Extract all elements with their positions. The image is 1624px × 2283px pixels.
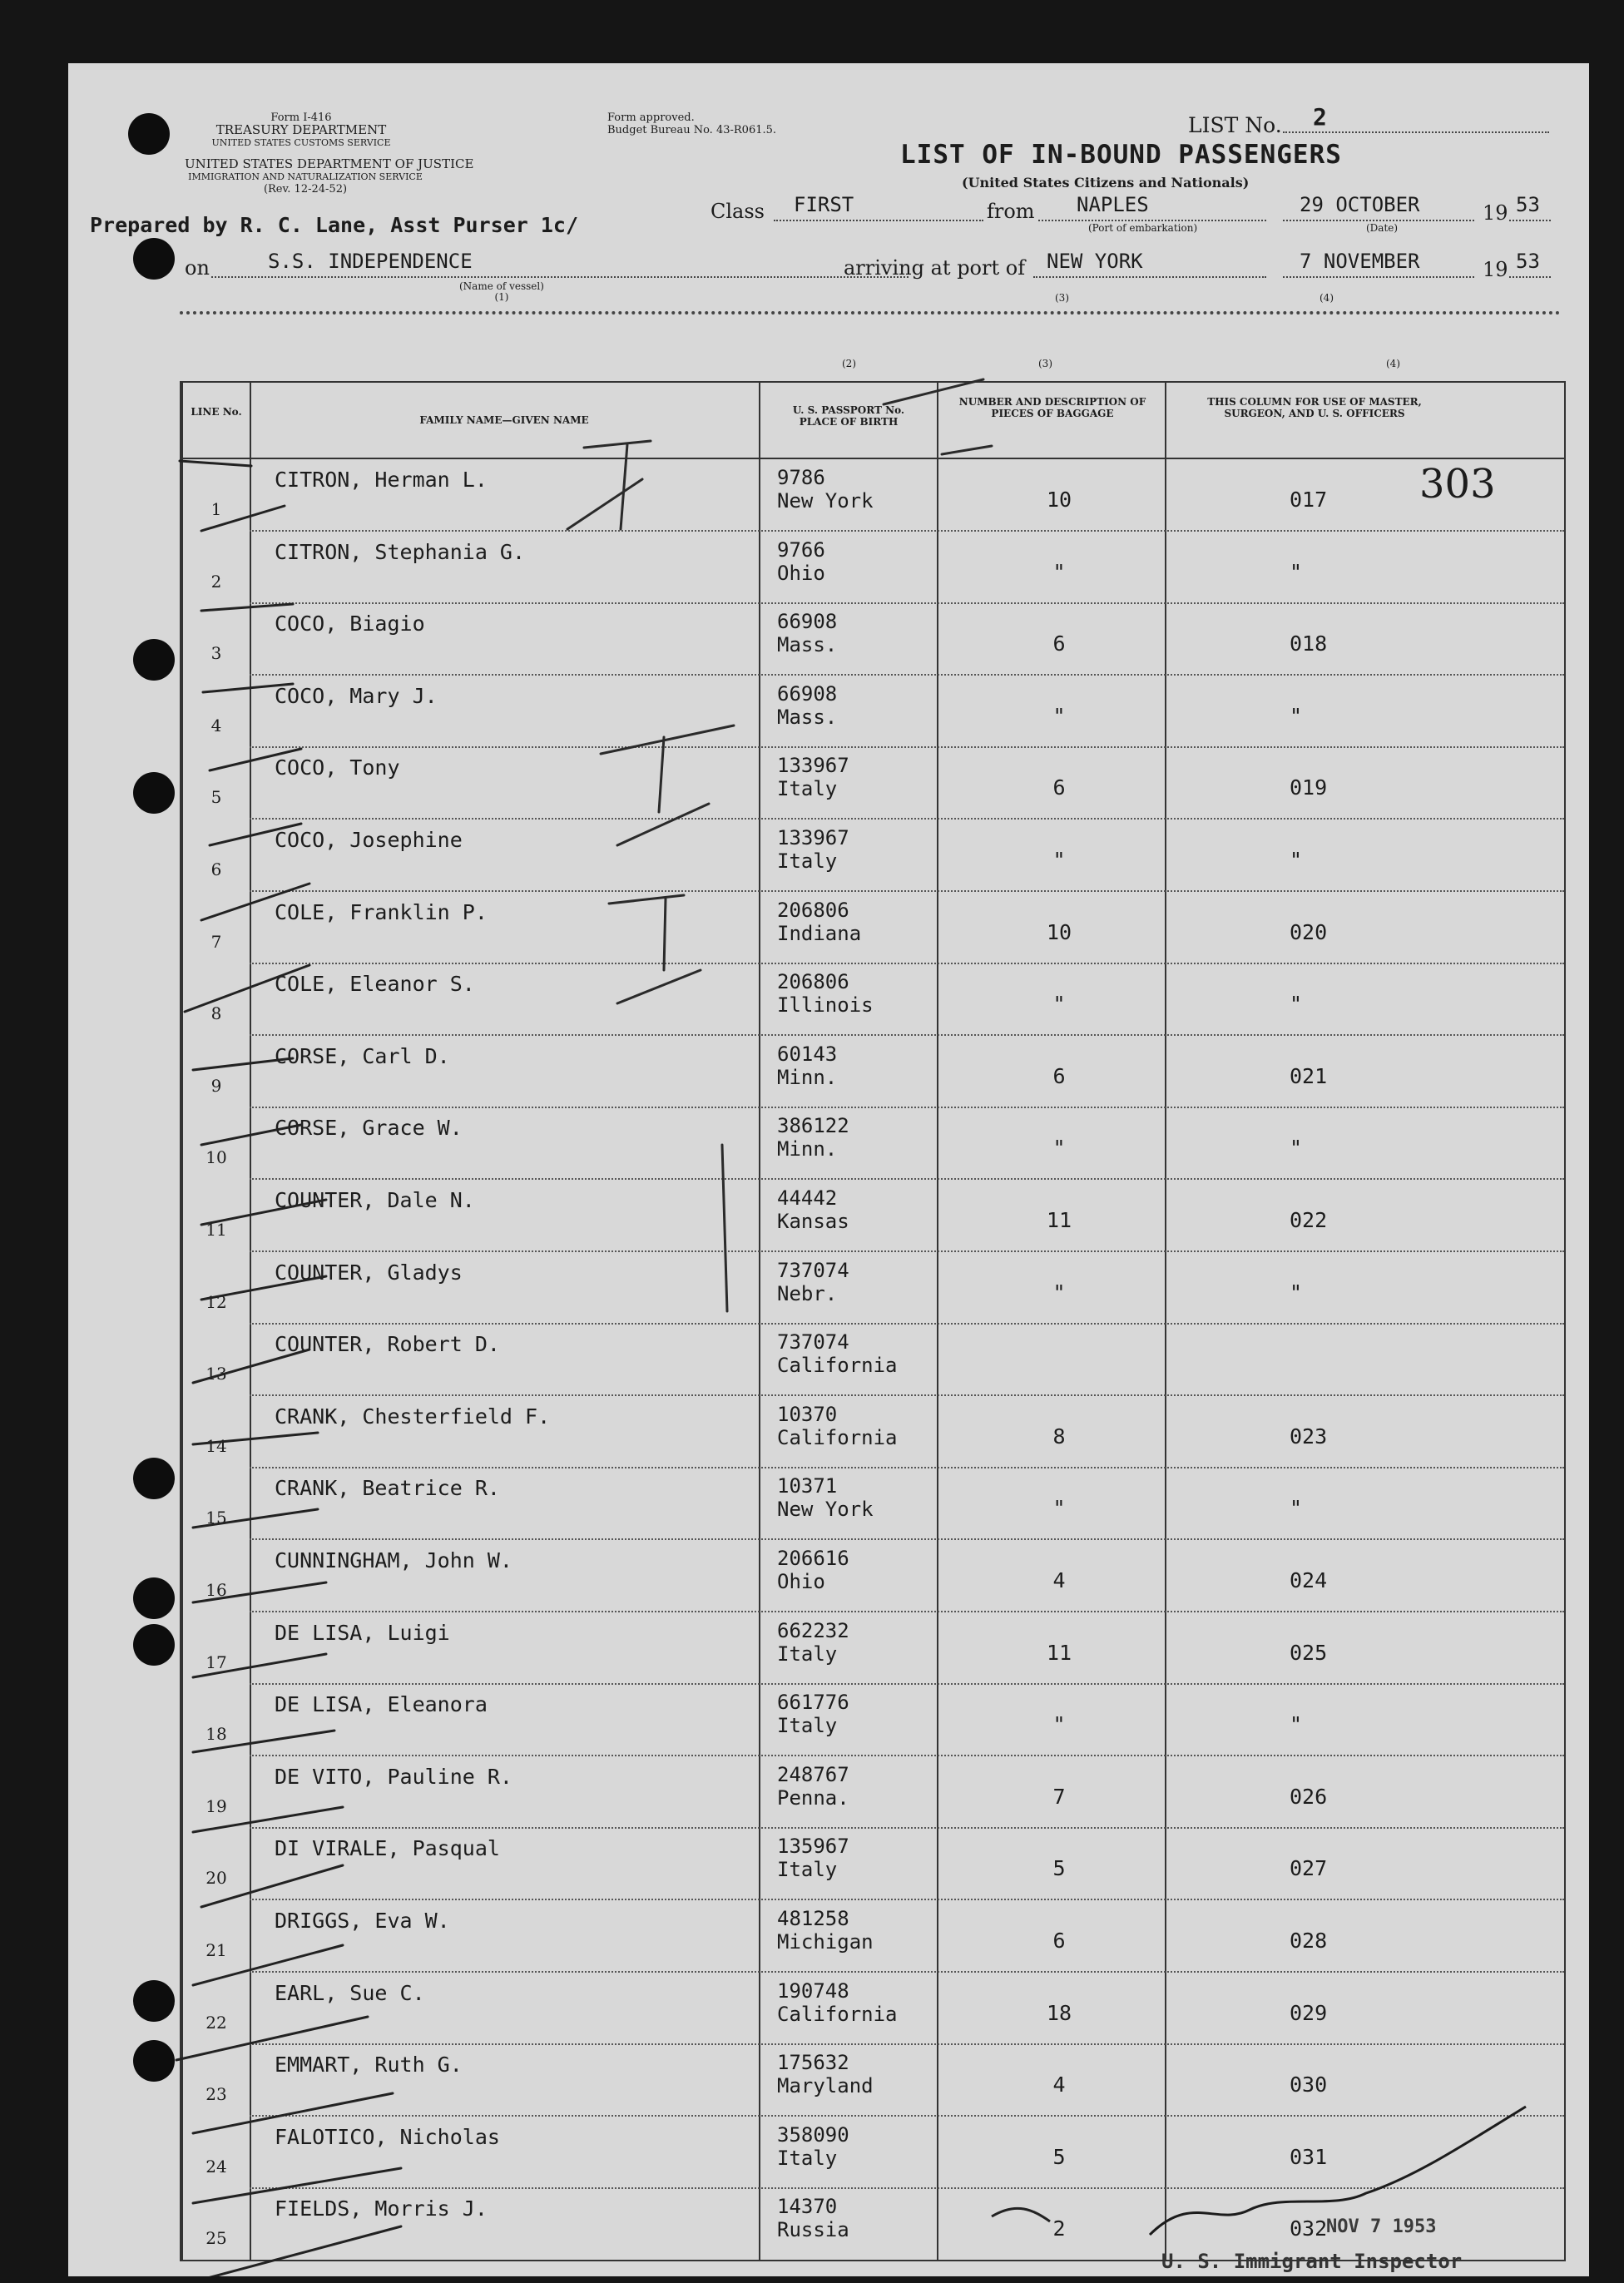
place-of-birth: Mass.	[777, 705, 838, 729]
passport-number: 133967	[777, 754, 849, 778]
place-of-birth: California	[777, 2002, 898, 2026]
baggage-count: 6	[1052, 1063, 1066, 1088]
inspector-stamp-date: NOV 7 1953	[1326, 2216, 1437, 2237]
officer-code: "	[1290, 1280, 1303, 1305]
line-number: 2	[210, 571, 222, 592]
passport-number: 190748	[777, 1978, 849, 2003]
form-number: Form I-416	[270, 111, 332, 124]
line-number: 16	[205, 1580, 227, 1600]
date-col-num: (4)	[1320, 292, 1334, 304]
line-number: 24	[205, 2156, 227, 2177]
officer-code: 019	[1290, 775, 1328, 800]
on-label: on	[185, 256, 210, 280]
line-number: 1	[210, 499, 222, 519]
col-num-4: (4)	[1386, 358, 1400, 369]
passport-number: 248767	[777, 1762, 849, 1786]
officer-code: 028	[1290, 1929, 1328, 1953]
place-of-birth: Ohio	[777, 1570, 825, 1593]
form-revision: (Rev. 12-24-52)	[263, 183, 348, 196]
officer-code: 030	[1290, 2073, 1328, 2097]
baggage-count: 5	[1052, 2144, 1066, 2169]
place-of-birth: Kansas	[777, 1210, 849, 1233]
baggage-count: 4	[1052, 1568, 1066, 1592]
passenger-name: COCO, Biagio	[275, 612, 425, 636]
pencil-check	[567, 441, 651, 529]
baggage-count: 11	[1046, 1208, 1072, 1232]
baggage-count: 6	[1052, 1929, 1066, 1953]
place-of-birth: Illinois	[777, 993, 874, 1018]
line-number: 11	[205, 1220, 227, 1240]
place-of-birth: Maryland	[777, 2074, 874, 2098]
form-approved: Form approved.	[607, 111, 695, 124]
from-label: from	[987, 200, 1035, 223]
passport-number: 9766	[777, 537, 825, 562]
prepared-by: Prepared by R. C. Lane, Asst Purser 1c/	[90, 213, 578, 237]
list-number-label: LIST No.	[1188, 113, 1282, 137]
baggage-count: "	[1052, 559, 1066, 584]
officer-code: 018	[1290, 631, 1328, 656]
passport-number: 206616	[777, 1547, 849, 1570]
line-number: 3	[210, 643, 222, 664]
passport-number: 175632	[777, 2051, 849, 2075]
passenger-name: CRANK, Chesterfield F.	[275, 1404, 551, 1429]
line-number: 20	[205, 1868, 227, 1889]
arriving-label: arriving at port of	[844, 256, 1026, 280]
officer-code: 023	[1290, 1424, 1328, 1449]
officer-code: 031	[1290, 2144, 1328, 2169]
line-number: 17	[205, 1652, 227, 1672]
arrival-year: 53	[1516, 250, 1540, 273]
class-label: Class	[710, 200, 765, 223]
embarkation-port: NAPLES	[1077, 193, 1149, 216]
place-of-birth: Italy	[777, 2146, 838, 2170]
line-number: 19	[205, 1795, 227, 1816]
officer-code: "	[1290, 1136, 1303, 1161]
departure-date: 29 OCTOBER	[1300, 193, 1420, 216]
baggage-count: "	[1052, 848, 1066, 872]
officer-code: 032	[1290, 2216, 1328, 2241]
baggage-count: "	[1052, 1136, 1066, 1161]
officer-code: 026	[1290, 1784, 1328, 1809]
passenger-name: CUNNINGHAM, John W.	[275, 1548, 512, 1572]
passenger-name: DE VITO, Pauline R.	[275, 1764, 512, 1789]
place-of-birth: Italy	[777, 1858, 838, 1882]
passport-number: 206806	[777, 970, 849, 994]
passport-number: 10371	[777, 1474, 838, 1498]
class-value: FIRST	[794, 193, 854, 216]
officer-code: 025	[1290, 1640, 1328, 1665]
passport-number: 66908	[777, 610, 838, 634]
passport-number: 737074	[777, 1330, 849, 1354]
passport-number: 44442	[777, 1186, 838, 1210]
passenger-name: FALOTICO, Nicholas	[275, 2124, 500, 2149]
line-number: 10	[205, 1147, 227, 1168]
place-of-birth: Russia	[777, 2218, 849, 2242]
officer-code: "	[1290, 559, 1303, 584]
col-header-name: FAMILY NAME—GIVEN NAME	[419, 414, 589, 426]
col-header-officers: THIS COLUMN FOR USE OF MASTER, SURGEON, AND U. S. OFFICERS	[1207, 396, 1422, 419]
passenger-name: COLE, Eleanor S.	[275, 972, 475, 997]
inspector-stamp: U. S. Immigrant Inspector	[1161, 2250, 1463, 2273]
handwritten-time	[992, 2208, 1050, 2221]
baggage-count: 5	[1052, 1856, 1066, 1881]
ins-service: IMMIGRATION AND NATURALIZATION SERVICE	[188, 171, 423, 182]
passenger-name: DI VIRALE, Pasqual	[275, 1836, 500, 1861]
officer-code: 017	[1290, 488, 1328, 512]
passenger-name: CITRON, Stephania G.	[275, 539, 526, 564]
place-of-birth: Indiana	[777, 921, 862, 945]
officer-code: "	[1290, 1496, 1303, 1521]
line-number: 6	[210, 859, 222, 879]
passenger-name: COCO, Mary J.	[275, 683, 438, 708]
passport-number: 358090	[777, 2122, 849, 2147]
passport-number: 386122	[777, 1114, 849, 1138]
pencil-annotations	[68, 63, 1589, 2276]
passenger-name: DE LISA, Eleanora	[275, 1692, 488, 1717]
passport-number: 661776	[777, 1691, 849, 1715]
line-number: 12	[205, 1291, 227, 1312]
line-number: 15	[205, 1508, 227, 1528]
vessel-col-num: (1)	[494, 291, 509, 303]
place-of-birth: Italy	[777, 1642, 838, 1666]
baggage-count: "	[1052, 1280, 1066, 1305]
passenger-name: DE LISA, Luigi	[275, 1620, 450, 1645]
budget-bureau: Budget Bureau No. 43-R061.5.	[607, 124, 777, 136]
passport-number: 481258	[777, 1907, 849, 1930]
col-header-passport: U. S. PASSPORT No. PLACE OF BIRTH	[792, 404, 905, 428]
officer-code: "	[1290, 992, 1303, 1017]
passport-number: 9786	[777, 466, 825, 489]
baggage-count: "	[1052, 1496, 1066, 1521]
pencil-check	[601, 726, 734, 845]
place-of-birth: New York	[777, 1498, 874, 1522]
customs-service: UNITED STATES CUSTOMS SERVICE	[211, 137, 391, 148]
place-of-birth: Penna.	[777, 1785, 849, 1810]
vessel-caption-text: (Name of vessel)	[459, 280, 544, 292]
passenger-manifest-page	[68, 63, 1589, 2276]
place-of-birth: Minn.	[777, 1065, 838, 1089]
passenger-name: DRIGGS, Eva W.	[275, 1909, 450, 1933]
place-of-birth: New York	[777, 489, 874, 513]
place-of-birth: Ohio	[777, 561, 825, 585]
passenger-name: CITRON, Herman L.	[275, 468, 488, 492]
arrival-port: NEW YORK	[1047, 250, 1143, 273]
baggage-count: "	[1052, 992, 1066, 1017]
officer-code: 029	[1290, 2000, 1328, 2025]
baggage-count: 8	[1052, 1424, 1066, 1449]
place-of-birth: Italy	[777, 777, 838, 801]
page-subtitle: (United States Citizens and Nationals)	[962, 175, 1250, 191]
port-col-num: (3)	[1055, 292, 1069, 304]
place-of-birth: Minn.	[777, 1137, 838, 1161]
place-of-birth: Mass.	[777, 633, 838, 657]
passport-number: 60143	[777, 1042, 838, 1066]
date-caption: (Date)	[1366, 222, 1399, 234]
pencil-vertical-line	[722, 1145, 727, 1311]
pencil-check	[609, 895, 701, 1003]
list-number: 2	[1313, 103, 1327, 131]
line-number: 21	[205, 1940, 227, 1960]
arrival-year-prefix: 19	[1483, 258, 1508, 281]
passport-number: 14370	[777, 2195, 838, 2219]
officer-code: 021	[1290, 1063, 1328, 1088]
officer-code: 024	[1290, 1568, 1328, 1592]
passenger-name: EARL, Sue C.	[275, 1980, 425, 2005]
line-number: 9	[210, 1075, 222, 1096]
officer-code: 020	[1290, 919, 1328, 944]
line-number: 14	[205, 1435, 227, 1456]
passport-number: 66908	[777, 681, 838, 706]
baggage-count: 10	[1046, 919, 1072, 944]
passport-number: 662232	[777, 1618, 849, 1642]
line-number: 5	[210, 787, 222, 808]
officer-code: 022	[1290, 1208, 1328, 1232]
justice-dept: UNITED STATES DEPARTMENT OF JUSTICE	[185, 156, 474, 171]
place-of-birth: Italy	[777, 1714, 838, 1738]
col-header-baggage: NUMBER AND DESCRIPTION OF PIECES OF BAGGAGE	[958, 396, 1146, 419]
page-title: LIST OF IN-BOUND PASSENGERS	[900, 140, 1342, 170]
baggage-count: 7	[1052, 1784, 1066, 1809]
passenger-name: COUNTER, Gladys	[275, 1260, 463, 1285]
passenger-name: COUNTER, Dale N.	[275, 1188, 475, 1212]
pencil-tick	[884, 379, 992, 454]
passport-number: 10370	[777, 1402, 838, 1426]
officer-code: "	[1290, 848, 1303, 872]
baggage-count: 2	[1052, 2216, 1066, 2241]
inspector-signature	[1150, 2107, 1526, 2235]
passenger-name: CRANK, Beatrice R.	[275, 1476, 500, 1501]
departure-year: 53	[1516, 193, 1540, 216]
place-of-birth: Nebr.	[777, 1281, 838, 1305]
passenger-name: CORSE, Carl D.	[275, 1043, 450, 1068]
line-number: 22	[205, 2012, 227, 2033]
vessel-name: S.S. INDEPENDENCE	[268, 250, 473, 273]
place-of-birth: Italy	[777, 849, 838, 873]
embarkation-caption: (Port of embarkation)	[1088, 222, 1198, 234]
passenger-name: COUNTER, Robert D.	[275, 1332, 500, 1357]
line-number: 23	[205, 2084, 227, 2105]
baggage-count: 10	[1046, 488, 1072, 512]
officer-code: "	[1290, 1712, 1303, 1737]
place-of-birth: California	[777, 1354, 898, 1378]
baggage-count: 11	[1046, 1640, 1072, 1665]
line-number: 13	[205, 1364, 227, 1384]
baggage-count: 18	[1046, 2000, 1072, 2025]
passport-number: 135967	[777, 1835, 849, 1859]
line-number: 25	[205, 2228, 227, 2249]
col-num-2: (2)	[842, 358, 856, 369]
passenger-name: COCO, Tony	[275, 755, 400, 780]
passport-number: 737074	[777, 1258, 849, 1282]
baggage-count: 6	[1052, 775, 1066, 800]
arrival-date: 7 NOVEMBER	[1300, 250, 1420, 273]
baggage-count: 6	[1052, 631, 1066, 656]
passport-number: 206806	[777, 898, 849, 922]
passenger-name: FIELDS, Morris J.	[275, 2196, 488, 2221]
place-of-birth: California	[777, 1425, 898, 1449]
officer-code: "	[1290, 703, 1303, 728]
passenger-name: EMMART, Ruth G.	[275, 2053, 463, 2077]
line-number: 7	[210, 931, 222, 952]
officer-code: 027	[1290, 1856, 1328, 1881]
line-number: 8	[210, 1003, 222, 1024]
treasury-dept: TREASURY DEPARTMENT	[215, 122, 387, 137]
passenger-name: CORSE, Grace W.	[275, 1116, 463, 1141]
passport-number: 133967	[777, 826, 849, 849]
passenger-name: COCO, Josephine	[275, 828, 463, 852]
col-num-3: (3)	[1038, 358, 1052, 369]
col-header-line: LINE No.	[191, 406, 242, 418]
place-of-birth: Michigan	[777, 1930, 874, 1954]
depart-year-prefix: 19	[1483, 201, 1508, 225]
page-stamp-number: 303	[1419, 461, 1496, 508]
line-number: 18	[205, 1724, 227, 1745]
baggage-count: 4	[1052, 2073, 1066, 2097]
baggage-count: "	[1052, 1712, 1066, 1737]
passenger-name: COLE, Franklin P.	[275, 899, 488, 924]
line-number: 4	[210, 715, 222, 735]
baggage-count: "	[1052, 703, 1066, 728]
